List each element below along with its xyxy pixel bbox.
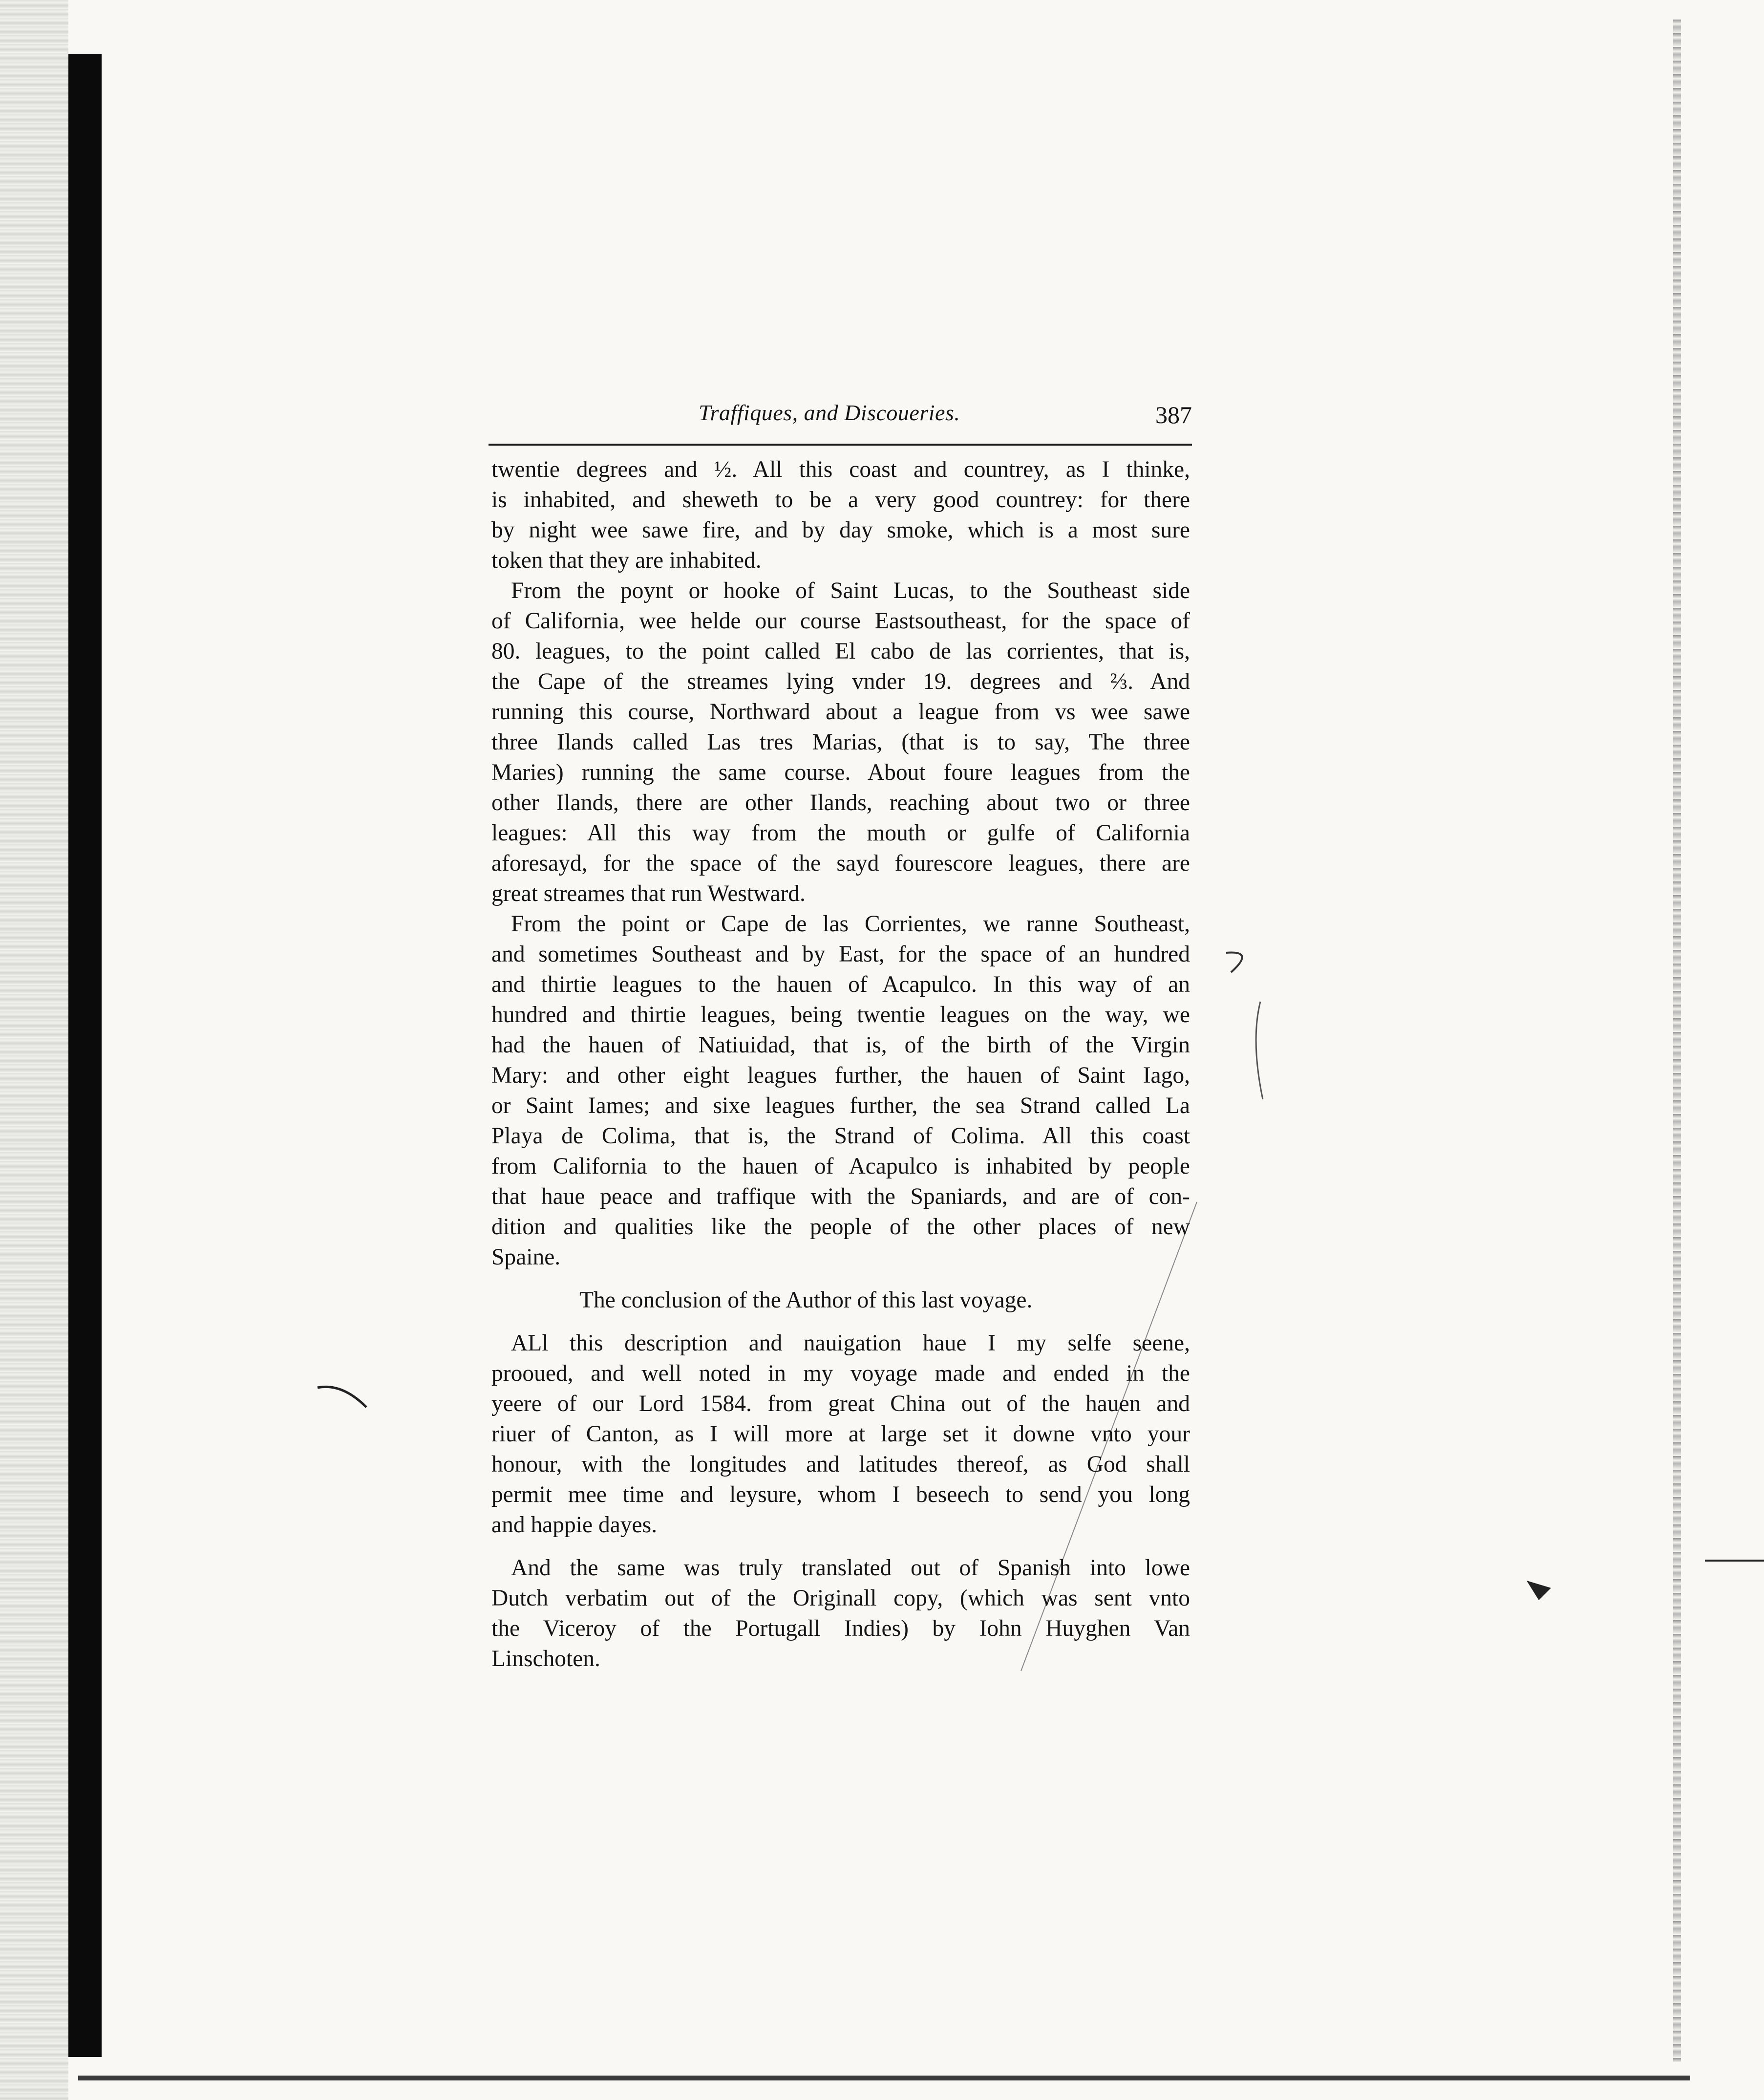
text-line: Mary: and other eight leagues further, the hauen of Saint Iago, <box>491 1063 1190 1088</box>
paragraph-gap <box>491 1540 1190 1553</box>
text-line: or Saint Iames; and sixe leagues further, the sea Strand called La <box>491 1093 1190 1118</box>
text-line: and sometimes Southeast and by East, for the space of an hundred <box>491 942 1190 967</box>
text-line: by night wee sawe fire, and by day smoke, which is a most sure <box>491 517 1190 543</box>
text-line: From the point or Cape de las Corrientes, we ranne Southeast, <box>511 911 1190 937</box>
margin-arrow-mark <box>1527 1581 1551 1600</box>
text-line: honour, with the longitudes and latitudes thereof, as God shall <box>491 1452 1190 1477</box>
text-line: great streames that run Westward. <box>491 881 806 906</box>
text-line: from California to the hauen of Acapulco is inhabited by people <box>491 1154 1190 1179</box>
text-line: ALl this description and nauigation haue I my selfe seene, <box>511 1330 1190 1356</box>
text-line: the Cape of the streames lying vnder 19. degrees and ⅔. And <box>491 669 1190 694</box>
text-line: leagues: All this way from the mouth or gulfe of California <box>491 820 1190 846</box>
body-text <box>491 454 1190 1674</box>
text-line: had the hauen of Natiuidad, that is, of the birth of the Virgin <box>491 1032 1190 1058</box>
text-line: Maries) running the same course. About foure leagues from the <box>491 760 1190 785</box>
margin-squiggle-mark <box>318 1387 366 1407</box>
text-line: that haue peace and traffique with the Spaniards, and are of con- <box>491 1184 1190 1209</box>
text-line: running this course, Northward about a league from vs wee sawe <box>491 699 1190 725</box>
section-heading: The conclusion of the Author of this last voyage. <box>579 1287 1033 1313</box>
paragraph-1 <box>491 454 1190 576</box>
running-head <box>489 400 1192 439</box>
text-line: And the same was truly translated out of Spanish into lowe <box>511 1555 1190 1581</box>
text-line: permit mee time and leysure, whom I beseech to send you long <box>491 1482 1190 1507</box>
margin-bracket-mark <box>1256 1002 1263 1099</box>
page-number: 387 <box>1155 401 1192 429</box>
text-line: token that they are inhabited. <box>491 548 762 573</box>
margin-hook-mark <box>1226 953 1242 973</box>
text-line: twentie degrees and ½. All this coast and countrey, as I thinke, <box>491 457 1190 482</box>
text-line: Spaine. <box>491 1244 561 1270</box>
text-line: three Ilands called Las tres Marias, (that is to say, The three <box>491 729 1190 755</box>
text-line: Playa de Colima, that is, the Strand of Colima. All this coast <box>491 1123 1190 1149</box>
paragraph-2 <box>491 576 1190 909</box>
text-line: the Viceroy of the Portugall Indies) by Iohn Huyghen Van <box>491 1616 1190 1641</box>
text-line: and happie dayes. <box>491 1512 657 1538</box>
text-line: riuer of Canton, as I will more at large set it downe vnto your <box>491 1421 1190 1447</box>
text-line: From the poynt or hooke of Saint Lucas, to the Southeast side <box>511 578 1190 603</box>
text-line: of California, wee helde our course Eastsoutheast, for the space of <box>491 608 1190 634</box>
running-head-title: Traffiques, and Discoueries. <box>699 400 960 425</box>
text-line: and thirtie leagues to the hauen of Acapulco. In this way of an <box>491 972 1190 997</box>
text-line: other Ilands, there are other Ilands, reaching about two or three <box>491 790 1190 815</box>
text-line: is inhabited, and sheweth to be a very good countrey: for there <box>491 487 1190 513</box>
text-line: 80. leagues, to the point called El cabo de las corrientes, that is, <box>491 639 1190 664</box>
text-line: yeere of our Lord 1584. from great China out of the hauen and <box>491 1391 1190 1416</box>
text-line: Linschoten. <box>491 1646 600 1671</box>
text-line: Dutch verbatim out of the Originall copy, (which was sent vnto <box>491 1586 1190 1611</box>
text-line: aforesayd, for the space of the sayd fourescore leagues, there are <box>491 851 1190 876</box>
conclusion-paragraph <box>491 1328 1190 1540</box>
paragraph-3 <box>491 909 1190 1272</box>
text-line: dition and qualities like the people of the other places of new <box>491 1214 1190 1240</box>
translator-note <box>491 1553 1190 1674</box>
text-line: prooued, and well noted in my voyage made and ended in the <box>491 1361 1190 1386</box>
header-rule <box>489 444 1192 446</box>
text-line: hundred and thirtie leagues, being twentie leagues on the way, we <box>491 1002 1190 1028</box>
